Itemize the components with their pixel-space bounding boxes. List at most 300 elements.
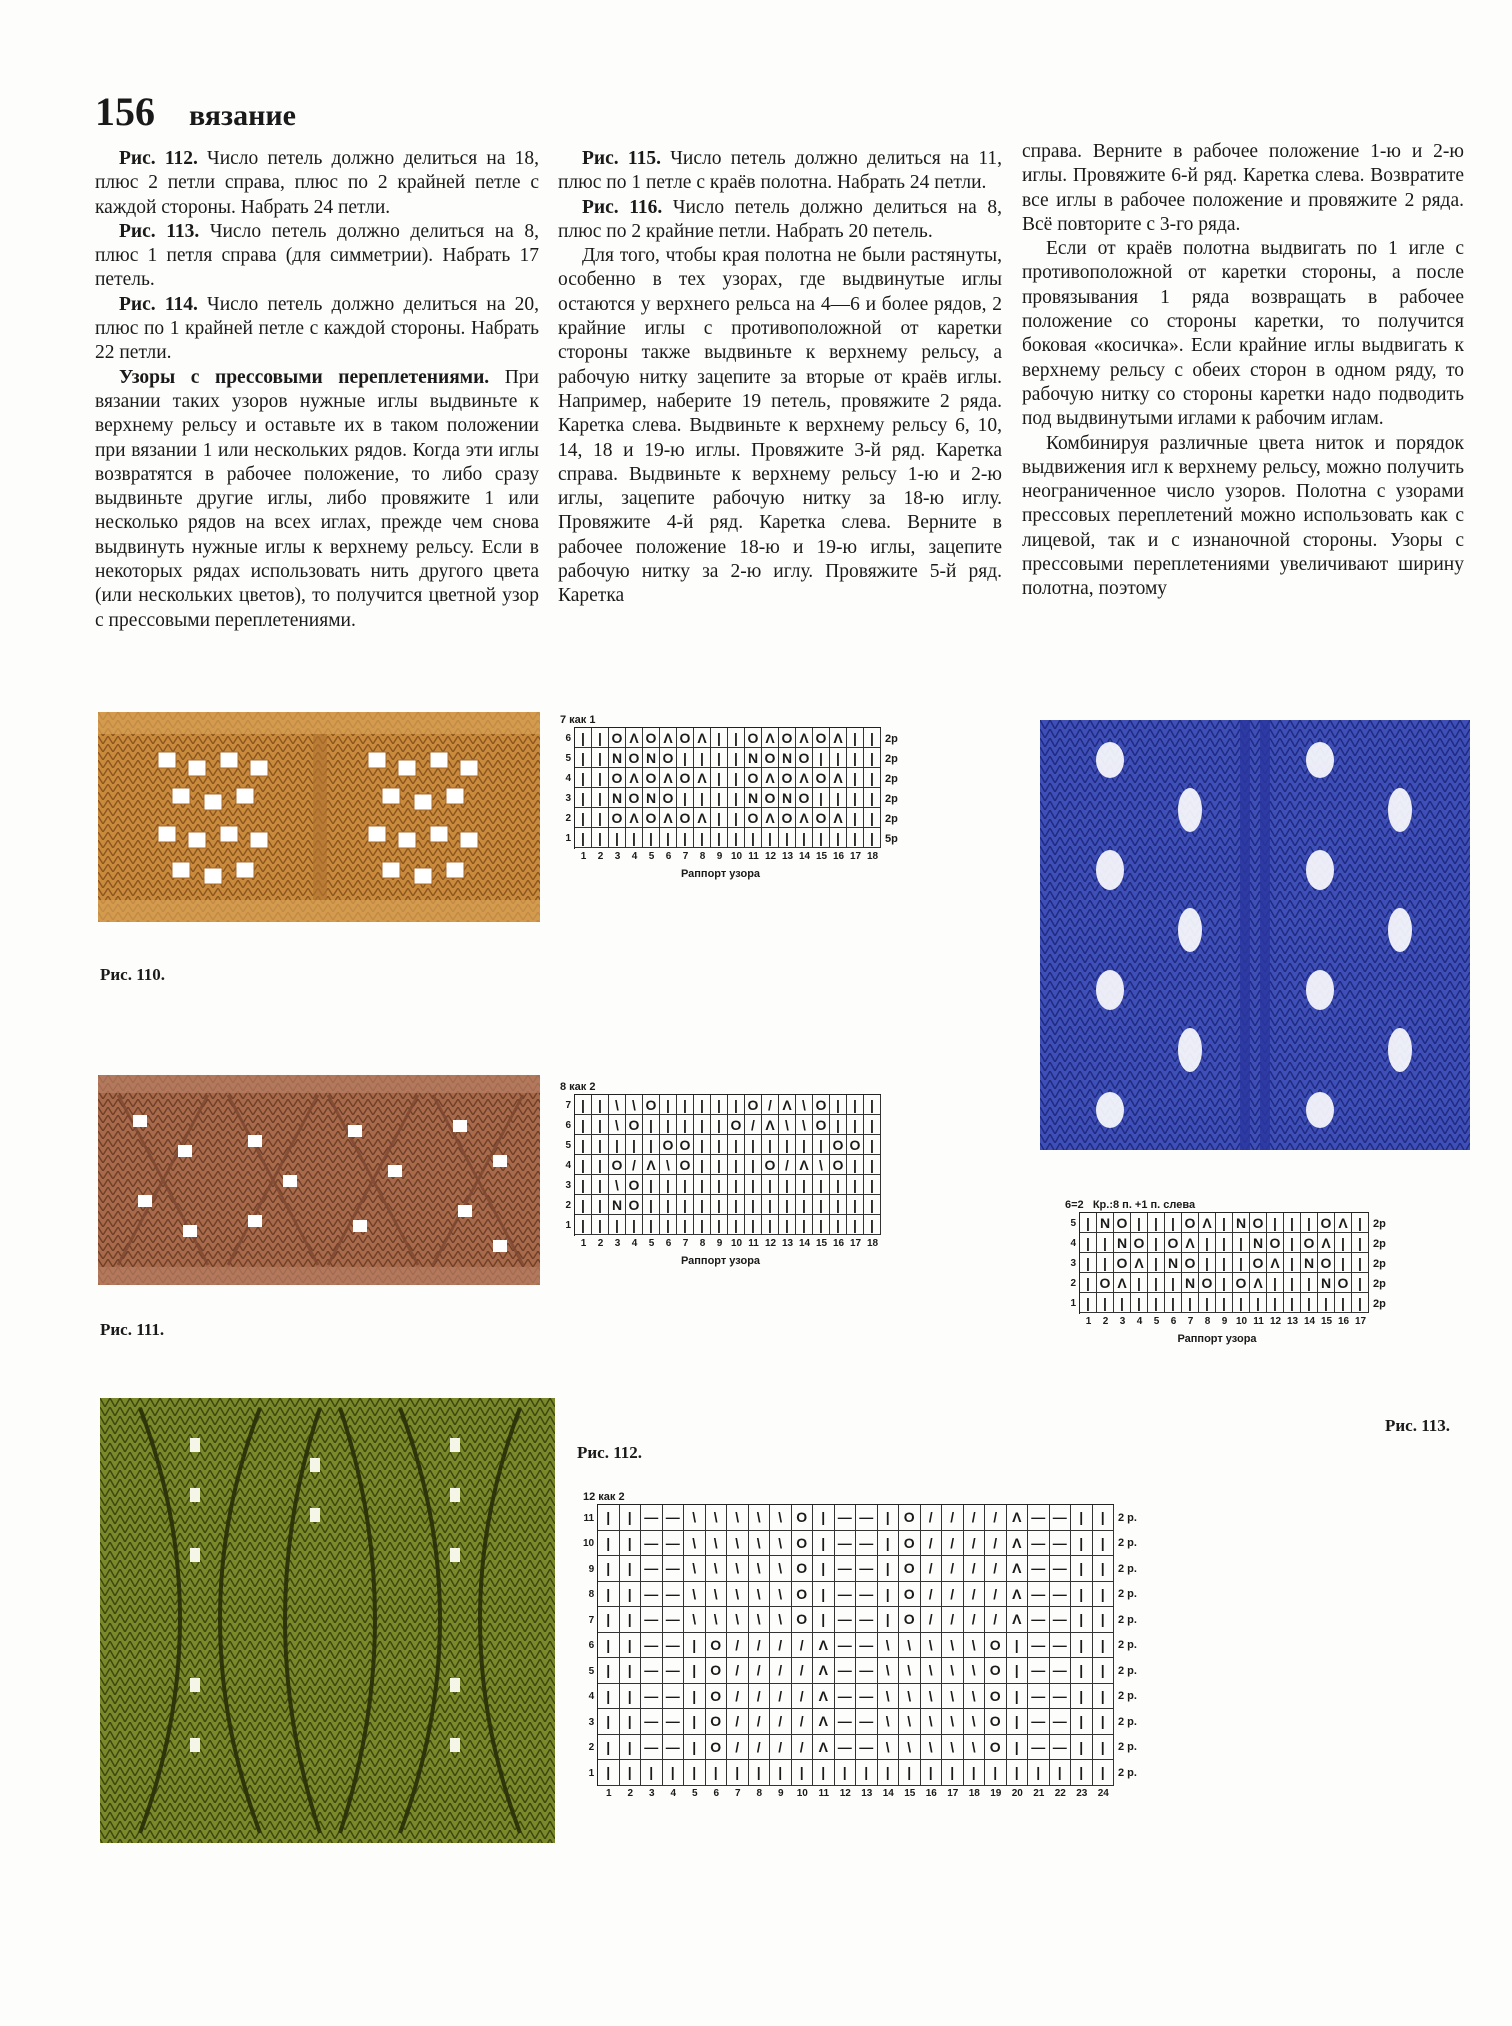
- chart-cell: |: [575, 1115, 592, 1135]
- chart-cell: O: [1182, 1213, 1199, 1233]
- chart-cell: |: [684, 1684, 706, 1710]
- chart-cell: O: [677, 808, 694, 828]
- chart-cell: |: [694, 1095, 711, 1115]
- chart-cell: —: [663, 1531, 685, 1557]
- column-number: 8: [756, 1788, 763, 1799]
- chart-cell: |: [728, 808, 745, 828]
- column-number: 3: [614, 850, 621, 862]
- chart-cell: /: [727, 1684, 749, 1710]
- chart-cell: O: [745, 768, 762, 788]
- chart-cell: |: [762, 1195, 779, 1215]
- chart-cell: |: [792, 1760, 814, 1786]
- chart-cell: N: [609, 788, 626, 808]
- chart-cell: |: [1071, 1760, 1093, 1786]
- chart-cell: \: [749, 1582, 771, 1608]
- chart-cell: |: [1093, 1684, 1115, 1710]
- chart-cell: |: [1071, 1735, 1093, 1761]
- chart-cell: —: [856, 1684, 878, 1710]
- chart-cell: Λ: [762, 768, 779, 788]
- chart-header-left: 6=2: [1065, 1199, 1084, 1211]
- chart-cell: |: [779, 1215, 796, 1235]
- chart-cell: |: [847, 808, 864, 828]
- chart-cell: |: [575, 728, 592, 748]
- chart-cell: |: [641, 1760, 663, 1786]
- chart-cell: |: [620, 1607, 642, 1633]
- chart-cell: |: [660, 1215, 677, 1235]
- chart-cell: —: [835, 1505, 857, 1531]
- paragraph: Число петель должно делиться на 11, плюс по 1 петле с краёв полотна. Набрать 24 петли.: [558, 148, 1002, 194]
- chart-cell: —: [663, 1684, 685, 1710]
- row-number: 1: [565, 1219, 571, 1231]
- chart-cell: Λ: [762, 1115, 779, 1135]
- chart-cell: |: [899, 1760, 921, 1786]
- chart-cell: |: [1267, 1293, 1284, 1313]
- chart-cell: O: [792, 1607, 814, 1633]
- chart-cell: Λ: [694, 768, 711, 788]
- chart-cell: |: [575, 1155, 592, 1175]
- chart-cell: —: [1028, 1658, 1050, 1684]
- chart-cell: Λ: [813, 1735, 835, 1761]
- chart-cell: /: [749, 1684, 771, 1710]
- chart-cell: |: [694, 1175, 711, 1195]
- chart-cell: \: [770, 1607, 792, 1633]
- chart-cell: |: [1352, 1253, 1369, 1273]
- chart-cell: O: [1250, 1253, 1267, 1273]
- chart-cell: |: [864, 768, 881, 788]
- chart-cell: \: [727, 1556, 749, 1582]
- fig-ref: Рис. 114.: [119, 293, 198, 315]
- chart-cell: |: [830, 748, 847, 768]
- chart-cell: Λ: [830, 728, 847, 748]
- chart-cell: \: [727, 1505, 749, 1531]
- column-number: 9: [716, 1237, 723, 1249]
- chart-cell: |: [598, 1760, 620, 1786]
- chart-cell: O: [745, 808, 762, 828]
- knit-swatch-fig113: [1040, 720, 1470, 1150]
- chart-cell: |: [598, 1582, 620, 1608]
- chart-cell: |: [728, 1135, 745, 1155]
- chart-cell: —: [663, 1505, 685, 1531]
- chart-cell: |: [684, 1735, 706, 1761]
- chart-cell: |: [575, 828, 592, 848]
- chart-fig110: [560, 713, 898, 880]
- chart-cell: \: [770, 1531, 792, 1557]
- chart-cell: \: [684, 1556, 706, 1582]
- chart-cell: |: [609, 828, 626, 848]
- chart-cell: |: [847, 828, 864, 848]
- chart-cell: |: [694, 788, 711, 808]
- knit-swatch-fig114: [100, 1398, 555, 1843]
- column-number: 9: [1221, 1315, 1228, 1327]
- column-numbers: [598, 1788, 1137, 1799]
- chart-cell: |: [864, 748, 881, 768]
- chart-cell: |: [1007, 1684, 1029, 1710]
- chart-cell: Λ: [1007, 1582, 1029, 1608]
- fig-ref: Рис. 115.: [582, 148, 661, 169]
- chart-cell: /: [749, 1633, 771, 1659]
- chart-cell: |: [1071, 1658, 1093, 1684]
- chart-cell: |: [1216, 1233, 1233, 1253]
- chart-cell: Λ: [626, 728, 643, 748]
- chart-cell: |: [878, 1505, 900, 1531]
- chart-grid: [1079, 1212, 1369, 1314]
- chart-cell: O: [796, 748, 813, 768]
- chart-cell: O: [728, 1115, 745, 1135]
- chart-cell: —: [856, 1582, 878, 1608]
- row-number: 4: [1070, 1237, 1076, 1249]
- row-repeat: 2 р.: [1118, 1562, 1137, 1575]
- chart-cell: Λ: [830, 808, 847, 828]
- chart-cell: Λ: [813, 1658, 835, 1684]
- chart-cell: /: [727, 1658, 749, 1684]
- paragraph: Число петель должно делиться на 8, плюс 1 петля справа (для симметрии). Набрать 17 петель.: [95, 220, 539, 291]
- column-number: 9: [716, 850, 723, 862]
- chart-cell: |: [847, 768, 864, 788]
- chart-cell: |: [575, 1195, 592, 1215]
- chart-cell: /: [727, 1633, 749, 1659]
- chart-cell: |: [660, 1175, 677, 1195]
- chart-cell: \: [921, 1735, 943, 1761]
- chart-cell: |: [643, 1215, 660, 1235]
- chart-cell: N: [1250, 1233, 1267, 1253]
- chart-cell: O: [643, 728, 660, 748]
- knit-swatch-fig111: [98, 1075, 540, 1285]
- chart-cell: |: [694, 1115, 711, 1135]
- chart-cell: —: [641, 1505, 663, 1531]
- chart-cell: |: [813, 1505, 835, 1531]
- row-number: 11: [583, 1512, 595, 1524]
- chart-cell: |: [643, 828, 660, 848]
- chart-cell: —: [1028, 1684, 1050, 1710]
- chart-cell: |: [728, 1155, 745, 1175]
- chart-cell: /: [626, 1155, 643, 1175]
- chart-cell: —: [663, 1709, 685, 1735]
- chart-cell: |: [830, 828, 847, 848]
- chart-cell: N: [1097, 1213, 1114, 1233]
- chart-cell: \: [921, 1633, 943, 1659]
- chart-cell: O: [1301, 1233, 1318, 1253]
- row-repeat: 2 р.: [1118, 1690, 1137, 1702]
- chart-cell: |: [694, 828, 711, 848]
- chart-cell: |: [796, 828, 813, 848]
- chart-cell: |: [1097, 1293, 1114, 1313]
- chart-cell: \: [899, 1709, 921, 1735]
- chart-cell: |: [813, 1607, 835, 1633]
- chart-cell: |: [1097, 1253, 1114, 1273]
- chart-cell: Λ: [626, 768, 643, 788]
- chart-cell: /: [792, 1684, 814, 1710]
- chart-cell: Λ: [796, 808, 813, 828]
- chart-cell: —: [835, 1531, 857, 1557]
- column-number: 1: [1085, 1315, 1092, 1327]
- chart-cell: O: [830, 1155, 847, 1175]
- rapport-label: Раппорт узора: [680, 1254, 761, 1267]
- chart-cell: —: [663, 1556, 685, 1582]
- column-number: 18: [968, 1788, 980, 1799]
- row-number: 1: [565, 832, 571, 844]
- chart-cell: —: [641, 1633, 663, 1659]
- row-number: 2: [1070, 1277, 1076, 1289]
- chart-cell: |: [830, 788, 847, 808]
- chart-cell: Λ: [643, 1155, 660, 1175]
- column-number: 6: [713, 1788, 720, 1799]
- chart-cell: —: [856, 1556, 878, 1582]
- chart-cell: |: [711, 1215, 728, 1235]
- chart-cell: |: [598, 1684, 620, 1710]
- paragraph: Если от краёв полотна выдвигать по 1 игле с противоположной от каретки стороны, а после провязывания 1 ряда возвращать в рабочее положение со стороны каретки, то получится боковая «косичка». Если крайние иглы выдвигать к верхнему рельсу с обеих сторон в одном ряду, то рабочую нитку со стороны каретки надо подводить под выдвинутыми иглами к рабочим иглам.: [1022, 238, 1464, 430]
- chart-cell: /: [921, 1556, 943, 1582]
- chart-cell: |: [813, 1556, 835, 1582]
- chart-cell: |: [770, 1760, 792, 1786]
- chart-cell: \: [749, 1556, 771, 1582]
- chart-cell: \: [964, 1633, 986, 1659]
- chart-cell: —: [663, 1633, 685, 1659]
- chart-cell: |: [728, 788, 745, 808]
- row-repeat: 5р: [885, 832, 898, 845]
- chart-cell: |: [1007, 1735, 1029, 1761]
- chart-cell: |: [856, 1760, 878, 1786]
- chart-cell: \: [770, 1505, 792, 1531]
- column-number: 5: [691, 1788, 698, 1799]
- chart-cell: O: [899, 1531, 921, 1557]
- chart-cell: |: [1050, 1760, 1072, 1786]
- chart-cell: \: [942, 1658, 964, 1684]
- chart-cell: |: [1352, 1273, 1369, 1293]
- column-number: 12: [764, 1237, 777, 1249]
- chart-cell: |: [598, 1531, 620, 1557]
- chart-cell: |: [878, 1531, 900, 1557]
- chart-cell: /: [921, 1607, 943, 1633]
- chart-cell: O: [792, 1556, 814, 1582]
- chart-cell: |: [660, 1095, 677, 1115]
- row-number: 5: [565, 1139, 571, 1151]
- chart-cell: |: [1028, 1760, 1050, 1786]
- chart-cell: O: [745, 728, 762, 748]
- chart-cell: \: [921, 1709, 943, 1735]
- chart-cell: /: [770, 1658, 792, 1684]
- chart-cell: |: [813, 1760, 835, 1786]
- chart-fig113: [1065, 1198, 1386, 1345]
- column-number: 14: [798, 1237, 811, 1249]
- chart-header: [1065, 1198, 1386, 1212]
- chart-cell: |: [609, 1215, 626, 1235]
- chart-cell: O: [706, 1709, 728, 1735]
- chart-cell: N: [745, 788, 762, 808]
- chart-cell: O: [792, 1582, 814, 1608]
- chart-cell: |: [847, 748, 864, 768]
- row-repeat: 2р: [885, 752, 898, 765]
- row-number: 6: [565, 1119, 571, 1131]
- text-column-3: [1022, 140, 1464, 602]
- chart-cell: |: [1093, 1531, 1115, 1557]
- chart-cell: |: [620, 1556, 642, 1582]
- chart-cell: |: [1071, 1633, 1093, 1659]
- chart-cell: /: [792, 1735, 814, 1761]
- chart-cell: |: [1007, 1760, 1029, 1786]
- chart-cell: —: [1050, 1735, 1072, 1761]
- chart-cell: O: [626, 788, 643, 808]
- chart-cell: \: [964, 1684, 986, 1710]
- chart-cell: |: [1093, 1760, 1115, 1786]
- chart-cell: |: [677, 1175, 694, 1195]
- chart-cell: O: [1182, 1253, 1199, 1273]
- chart-cell: |: [1284, 1273, 1301, 1293]
- chart-cell: —: [1050, 1658, 1072, 1684]
- caption-fig112: Рис. 112.: [577, 1443, 643, 1462]
- chart-cell: \: [706, 1505, 728, 1531]
- chart-cell: |: [830, 1175, 847, 1195]
- chart-cell: |: [706, 1760, 728, 1786]
- chart-cell: N: [609, 748, 626, 768]
- chart-cell: |: [711, 788, 728, 808]
- column-number: 3: [614, 1237, 621, 1249]
- paragraph: Комбинируя различные цвета ниток и порядок выдвижения игл к верхнему рельсу, можно получить неограниченное число узоров. Полотна с узорами прессовых переплетений можно использовать как с лицевой, так и с изнаночной стороны. Узоры с прессовыми переплетениями увеличивают ширину полотна, поэтому: [1022, 432, 1464, 600]
- chart-cell: —: [856, 1709, 878, 1735]
- chart-cell: |: [878, 1607, 900, 1633]
- chart-cell: |: [1301, 1273, 1318, 1293]
- chart-cell: —: [1050, 1633, 1072, 1659]
- chart-cell: O: [677, 1155, 694, 1175]
- row-repeat: 2 р.: [1118, 1715, 1137, 1728]
- chart-cell: /: [727, 1709, 749, 1735]
- column-number: 14: [798, 850, 811, 862]
- column-number: 1: [605, 1788, 612, 1799]
- column-number: 22: [1054, 1788, 1066, 1799]
- chart-cell: |: [598, 1658, 620, 1684]
- chart-cell: O: [830, 1135, 847, 1155]
- chart-cell: |: [643, 1195, 660, 1215]
- column-numbers: [575, 1238, 881, 1249]
- chart-cell: |: [745, 1195, 762, 1215]
- chart-cell: |: [1131, 1273, 1148, 1293]
- chart-cell: |: [711, 1175, 728, 1195]
- chart-cell: —: [856, 1735, 878, 1761]
- chart-cell: |: [728, 728, 745, 748]
- chart-cell: /: [942, 1531, 964, 1557]
- row-repeat: 2 р.: [1118, 1639, 1137, 1651]
- chart-cell: |: [813, 1195, 830, 1215]
- chart-cell: |: [1093, 1556, 1115, 1582]
- chart-cell: —: [663, 1607, 685, 1633]
- column-number: 10: [1235, 1315, 1248, 1327]
- chart-cell: Λ: [796, 728, 813, 748]
- chart-cell: |: [684, 1760, 706, 1786]
- chart-cell: |: [1352, 1213, 1369, 1233]
- chart-cell: —: [835, 1735, 857, 1761]
- chart-cell: |: [745, 828, 762, 848]
- chart-cell: |: [677, 1195, 694, 1215]
- column-number: 21: [1033, 1788, 1045, 1799]
- chart-cell: |: [1284, 1233, 1301, 1253]
- chart-cell: |: [711, 808, 728, 828]
- column-number: 23: [1076, 1788, 1088, 1799]
- column-number: 6: [1170, 1315, 1177, 1327]
- chart-cell: —: [835, 1633, 857, 1659]
- chart-cell: /: [779, 1155, 796, 1175]
- chart-cell: |: [864, 728, 881, 748]
- chart-cell: O: [847, 1135, 864, 1155]
- chart-cell: \: [609, 1095, 626, 1115]
- chart-cell: Λ: [762, 728, 779, 748]
- chart-cell: —: [856, 1633, 878, 1659]
- chart-cell: |: [1080, 1293, 1097, 1313]
- chart-cell: /: [985, 1582, 1007, 1608]
- row-number: 8: [588, 1589, 595, 1600]
- row-number: 6: [565, 732, 571, 744]
- column-number: 13: [861, 1788, 873, 1799]
- chart-cell: O: [660, 1135, 677, 1155]
- chart-cell: \: [609, 1115, 626, 1135]
- chart-cell: O: [796, 788, 813, 808]
- chart-cell: —: [1028, 1735, 1050, 1761]
- column-number: 18: [866, 850, 879, 862]
- chart-cell: |: [1216, 1253, 1233, 1273]
- column-number: 4: [1136, 1315, 1143, 1327]
- chart-cell: O: [609, 1155, 626, 1175]
- chart-cell: \: [942, 1633, 964, 1659]
- subheading: Узоры с прессовыми переплетениями.: [119, 366, 490, 388]
- chart-cell: |: [847, 1115, 864, 1135]
- chart-cell: N: [643, 788, 660, 808]
- chart-header-right: Кр.:8 п. +1 п. слева: [1092, 1199, 1196, 1211]
- chart-grid: [574, 727, 881, 849]
- chart-cell: |: [711, 748, 728, 768]
- chart-cell: |: [1165, 1213, 1182, 1233]
- chart-cell: —: [835, 1607, 857, 1633]
- chart-cell: |: [813, 1531, 835, 1557]
- chart-cell: \: [749, 1531, 771, 1557]
- chart-cell: |: [694, 1155, 711, 1175]
- column-number: 2: [1102, 1315, 1109, 1327]
- chart-cell: O: [985, 1633, 1007, 1659]
- chart-cell: |: [626, 828, 643, 848]
- paragraph: Для того, чтобы края полотна не были растянуты, особенно в тех узорах, где выдвинутые иглы остаются у верхнего рельса на 4—6 и более рядов, 2 крайние иглы с противоположной от каретки стороны также выдвиньте к верхнему рельсу, а рабочую нитку зацепите за вторые от краёв иглы. Например, наберите 19 петель, провяжите 2 ряда. Каретка слева. Выдвиньте к верхнему рельсу 6, 10, 14, 18 и 19-ю иглы. Провяжите 3-й ряд. Каретка справа. Выдвиньте к верхнему рельсу 1-ю и 2-ю иглы, зацепите рабочую нитку за 18-ю иглу. Провяжите 4-й ряд. Каретка слева. Верните в рабочее положение 18-ю и 19-ю иглы, зацепите рабочую нитку за 2-ю иглу. Провяжите 5-й ряд. Каретка: [558, 245, 1002, 607]
- chart-cell: |: [1352, 1293, 1369, 1313]
- knit-swatch-fig110: [98, 712, 540, 922]
- chart-cell: Λ: [1335, 1213, 1352, 1233]
- paragraph: При вязании таких узоров нужные иглы выдвиньте к верхнему рельсу и оставьте их в таком положении при вязании 1 или нескольких рядов. Когда эти иглы возвратятся в рабочее положение, то либо сразу выдвиньте другие иглы, либо провяжите 1 или несколько рядов на всех иглах, прежде чем снова выдвинуть нужные иглы к верхнему рельсу. Если в некоторых рядах использовать нить другого цвета (или нескольких цветов), то получится цветной узор с прессовыми переплетениями.: [95, 366, 539, 631]
- chart-cell: \: [684, 1505, 706, 1531]
- chart-cell: |: [1148, 1273, 1165, 1293]
- row-repeat: 2 р.: [1118, 1741, 1137, 1753]
- caption-fig111: Рис. 111.: [100, 1320, 165, 1339]
- chart-cell: |: [779, 1135, 796, 1155]
- chart-cell: O: [762, 1155, 779, 1175]
- row-number: 5: [1070, 1217, 1076, 1229]
- chart-cell: |: [779, 1175, 796, 1195]
- chart-cell: /: [964, 1505, 986, 1531]
- chart-cell: |: [575, 768, 592, 788]
- chart-cell: |: [762, 1215, 779, 1235]
- chart-cell: —: [856, 1505, 878, 1531]
- chart-cell: |: [1071, 1709, 1093, 1735]
- chart-cell: |: [626, 1135, 643, 1155]
- paragraph: Число петель должно делиться на 18, плюс 2 петли справа, плюс по 2 крайней петле с каждой стороны. Набрать 24 петли.: [95, 148, 540, 218]
- chart-cell: |: [1233, 1293, 1250, 1313]
- chart-cell: \: [796, 1115, 813, 1135]
- chart-cell: |: [830, 1095, 847, 1115]
- chart-cell: |: [864, 1195, 881, 1215]
- chart-cell: /: [921, 1582, 943, 1608]
- chart-cell: |: [779, 828, 796, 848]
- chart-cell: O: [1250, 1213, 1267, 1233]
- chart-cell: |: [592, 1135, 609, 1155]
- chart-cell: /: [727, 1735, 749, 1761]
- chart-cell: —: [1028, 1531, 1050, 1557]
- chart-cell: |: [1007, 1658, 1029, 1684]
- chart-cell: —: [1050, 1607, 1072, 1633]
- chart-cell: O: [677, 1135, 694, 1155]
